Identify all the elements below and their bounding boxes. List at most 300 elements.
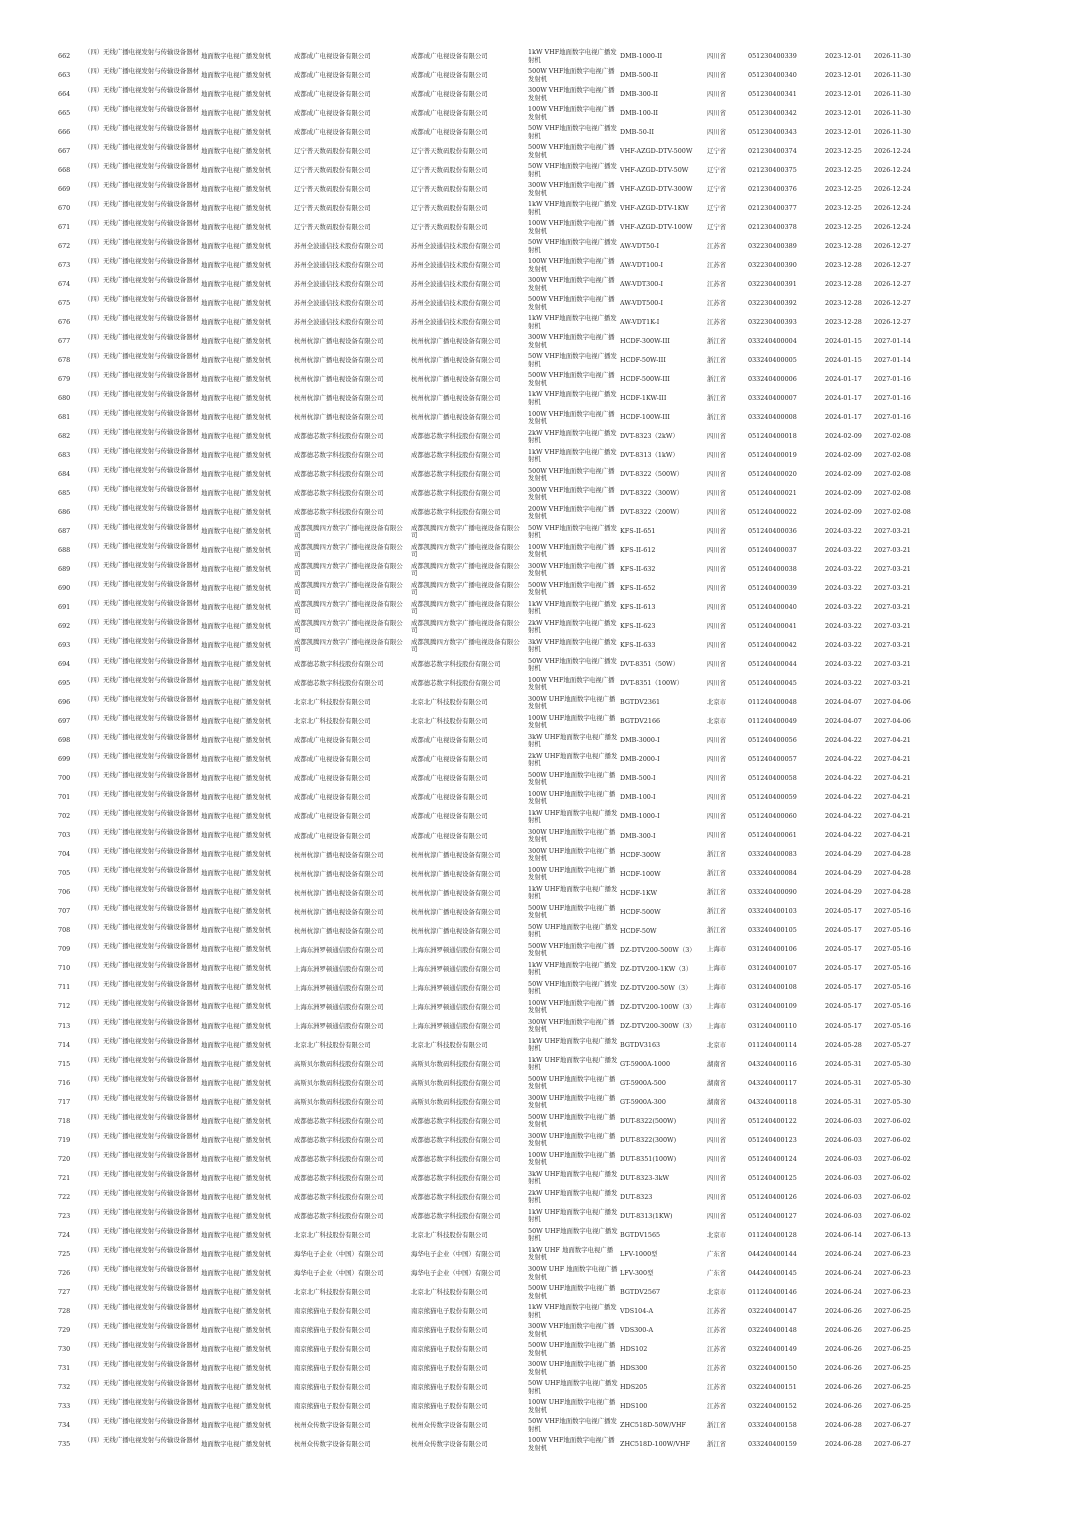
province-cell: 北京市 [707,1040,727,1049]
province-cell: 四川省 [707,660,727,669]
issue-date-cell: 2024-05-31 [825,1078,862,1087]
product-name-cell: 100W VHF地面数字电视广播发射机 [528,257,615,273]
expiry-date-cell: 2026-12-27 [874,241,911,250]
category-cell: （四）无线广播电视发射与传输设备器材 [84,352,200,361]
issue-date-cell: 2024-06-26 [825,1344,862,1353]
row-number: 687 [58,527,71,536]
row-number: 666 [58,127,71,136]
model-cell: DZ-DTV200-100W（3） [620,1002,696,1011]
certificate-number-cell: 011240400049 [748,717,797,726]
product-name-cell: 100W VHF地面数字电视广播发射机 [528,998,615,1015]
applicant-cell: 苏州全波通信技术股份有限公司 [294,261,384,270]
certificate-number-cell: 031240400107 [748,964,797,973]
row-number: 722 [58,1192,71,1201]
applicant-cell: 苏州全波通信技术股份有限公司 [294,299,384,308]
category-cell: （四）无线广播电视发射与传输设备器材 [84,656,200,665]
province-cell: 江苏省 [707,1363,727,1372]
manufacturer-cell: 成都德芯数字科技股份有限公司 [411,1192,501,1201]
province-cell: 上海市 [707,1021,727,1030]
expiry-date-cell: 2027-04-21 [874,755,911,764]
table-row [0,598,1075,617]
applicant-cell: 成都凯腾四方数字广播电视设备有限公司 [294,542,403,558]
province-cell: 四川省 [707,1211,727,1220]
issue-date-cell: 2024-05-17 [825,1021,862,1030]
manufacturer-cell: 成都成广电视设备有限公司 [411,108,488,117]
category-cell: （四）无线广播电视发射与传输设备器材 [84,371,200,380]
applicant-cell: 南京熊猫电子股份有限公司 [294,1344,371,1353]
row-number: 668 [58,165,71,174]
issue-date-cell: 2024-06-24 [825,1268,862,1277]
applicant-cell: 成都德芯数字科技股份有限公司 [294,679,384,688]
expiry-date-cell: 2027-05-16 [874,1021,911,1030]
issue-date-cell: 2024-03-22 [825,546,862,555]
applicant-cell: 杭州杭淳广播电视设备有限公司 [294,926,384,935]
table-row [0,408,1075,427]
product-name-cell: 300W VHF地面数字电视广播发射机 [528,1018,615,1034]
expiry-date-cell: 2027-04-28 [874,850,911,859]
applicant-cell: 成都成广电视设备有限公司 [294,108,371,117]
manufacturer-cell: 上海东洲罗顿通信股份有限公司 [411,964,501,973]
product-name-cell: 500W UHF地面数字电视广播发射机 [528,1113,616,1129]
manufacturer-cell: 南京熊猫电子股份有限公司 [411,1325,488,1334]
certificate-number-cell: 043240400118 [748,1097,797,1106]
table-row [0,636,1075,655]
manufacturer-cell: 成都成广电视设备有限公司 [411,793,488,802]
product-name-cell: 500W UHF地面数字电视广播发射机 [528,1075,616,1091]
certificate-number-cell: 051230400341 [748,89,797,98]
product-class-cell: 地面数字电视广播发射机 [201,831,272,840]
province-cell: 江苏省 [707,1401,727,1410]
product-class-cell: 地面数字电视广播发射机 [201,241,272,250]
certificate-number-cell: 051240400019 [748,451,797,460]
province-cell: 四川省 [707,565,727,574]
model-cell: DVT-8322（500W） [620,470,684,479]
table-row [0,256,1075,275]
category-cell: （四）无线广播电视发射与传输设备器材 [84,1017,200,1026]
category-cell: （四）无线广播电视发射与传输设备器材 [84,1360,200,1369]
issue-date-cell: 2024-05-31 [825,1097,862,1106]
model-cell: HCDF-1KW-III [620,394,667,403]
product-class-cell: 地面数字电视广播发射机 [201,679,272,688]
applicant-cell: 杭州杭淳广播电视设备有限公司 [294,356,384,365]
row-number: 715 [58,1059,71,1068]
province-cell: 四川省 [707,70,727,79]
category-cell: （四）无线广播电视发射与传输设备器材 [84,1036,200,1045]
province-cell: 四川省 [707,451,727,460]
table-row [0,1226,1075,1245]
province-cell: 浙江省 [707,336,727,345]
category-cell: （四）无线广播电视发射与传输设备器材 [84,390,200,399]
category-cell: （四）无线广播电视发射与传输设备器材 [84,1379,200,1388]
table-row [0,1169,1075,1188]
province-cell: 北京市 [707,698,727,707]
product-name-cell: 100W VHF地面数字电视广播发射机 [528,409,615,425]
certificate-number-cell: 051230400342 [748,108,797,117]
manufacturer-cell: 北京北广科技股份有限公司 [411,1040,488,1049]
applicant-cell: 南京熊猫电子股份有限公司 [294,1363,371,1372]
province-cell: 四川省 [707,603,727,612]
table-row [0,998,1075,1017]
product-name-cell: 500W VHF地面数字电视广播发射机 [528,67,615,83]
product-class-cell: 地面数字电视广播发射机 [201,584,272,593]
expiry-date-cell: 2027-04-21 [874,831,911,840]
row-number: 731 [58,1363,71,1372]
province-cell: 辽宁省 [707,146,727,155]
issue-date-cell: 2024-04-07 [825,717,862,726]
table-row [0,1131,1075,1150]
row-number: 682 [58,432,71,441]
issue-date-cell: 2024-06-03 [825,1192,862,1201]
product-class-cell: 地面数字电视广播发射机 [201,793,272,802]
expiry-date-cell: 2027-06-02 [874,1116,911,1125]
expiry-date-cell: 2027-06-25 [874,1382,911,1391]
row-number: 669 [58,184,71,193]
table-row [0,1359,1075,1378]
applicant-cell: 杭州杭淳广播电视设备有限公司 [294,394,384,403]
table-row [0,1055,1075,1074]
product-name-cell: 500W UHF地面数字电视广播发射机 [528,770,616,787]
category-cell: （四）无线广播电视发射与传输设备器材 [84,922,200,931]
manufacturer-cell: 成都德芯数字科技股份有限公司 [411,1173,501,1182]
expiry-date-cell: 2027-01-16 [874,413,911,421]
product-name-cell: 100W UHF地面数字电视广播发射机 [528,789,616,806]
province-cell: 四川省 [707,1154,727,1163]
manufacturer-cell: 成都成广电视设备有限公司 [411,831,488,840]
product-name-cell: 300W UHF地面数字电视广播发射机 [528,827,616,844]
model-cell: KFS-II-612 [620,546,656,555]
product-name-cell: 100W VHF地面数字电视广播发射机 [528,542,615,558]
issue-date-cell: 2024-06-03 [825,1135,862,1144]
expiry-date-cell: 2027-03-21 [874,584,911,593]
expiry-date-cell: 2027-04-21 [874,774,911,783]
category-cell: （四）无线广播电视发射与传输设备器材 [84,428,200,437]
product-class-cell: 地面数字电视广播发射机 [201,546,272,555]
category-cell: （四）无线广播电视发射与传输设备器材 [84,1265,200,1273]
applicant-cell: 杭州杭淳广播电视设备有限公司 [294,413,384,422]
category-cell: （四）无线广播电视发射与传输设备器材 [84,219,200,228]
table-row [0,884,1075,903]
manufacturer-cell: 成都成广电视设备有限公司 [411,89,488,98]
manufacturer-cell: 苏州全波通信技术股份有限公司 [411,299,501,308]
product-class-cell: 地面数字电视广播发射机 [201,812,272,821]
manufacturer-cell: 上海东洲罗顿通信股份有限公司 [411,945,501,954]
expiry-date-cell: 2027-05-16 [874,1002,911,1011]
table-row [0,1397,1075,1416]
manufacturer-cell: 杭州杭淳广播电视设备有限公司 [411,337,501,346]
row-number: 681 [58,413,71,421]
product-name-cell: 1kW VHF地面数字电视广播发射机 [528,314,617,330]
issue-date-cell: 2024-06-03 [825,1173,862,1182]
applicant-cell: 成都德芯数字科技股份有限公司 [294,660,384,669]
issue-date-cell: 2023-12-25 [825,146,862,155]
product-class-cell: 地面数字电视广播发射机 [201,1268,272,1277]
model-cell: HDS205 [620,1382,648,1391]
product-name-cell: 1kW VHF地面数字电视广播发射机 [528,447,617,463]
category-cell: （四）无线广播电视发射与传输设备器材 [84,1112,200,1121]
certificate-number-cell: 051240400060 [748,812,797,821]
product-class-cell: 地面数字电视广播发射机 [201,926,272,935]
issue-date-cell: 2024-05-17 [825,983,862,992]
applicant-cell: 成都成广电视设备有限公司 [294,793,371,802]
product-class-cell: 地面数字电视广播发射机 [201,184,272,193]
expiry-date-cell: 2027-06-02 [874,1211,911,1220]
model-cell: KFS-II-633 [620,641,656,650]
province-cell: 江苏省 [707,317,727,326]
table-row [0,161,1075,180]
issue-date-cell: 2023-12-28 [825,317,862,326]
applicant-cell: 成都凯腾四方数字广播电视设备有限公司 [294,523,403,539]
expiry-date-cell: 2027-04-21 [874,736,911,745]
category-cell: （四）无线广播电视发射与传输设备器材 [84,523,200,532]
applicant-cell: 南京熊猫电子股份有限公司 [294,1325,371,1334]
issue-date-cell: 2024-04-22 [825,774,862,783]
product-class-cell: 地面数字电视广播发射机 [201,508,272,517]
category-cell: （四）无线广播电视发射与传输设备器材 [84,580,200,589]
category-cell: （四）无线广播电视发射与传输设备器材 [84,409,200,418]
model-cell: KFS-II-651 [620,527,656,536]
row-number: 684 [58,470,71,479]
expiry-date-cell: 2027-03-21 [874,603,911,612]
category-cell: （四）无线广播电视发射与传输设备器材 [84,675,200,684]
province-cell: 四川省 [707,470,727,479]
issue-date-cell: 2024-06-03 [825,1154,862,1163]
product-name-cell: 1kW UHF地面数字电视广播发射机 [528,1056,618,1072]
table-row [0,827,1075,846]
product-name-cell: 1kW UHF地面数字电视广播发射机 [528,808,618,825]
category-cell: （四）无线广播电视发射与传输设备器材 [84,1303,200,1312]
table-row [0,865,1075,884]
applicant-cell: 杭州杭淳广播电视设备有限公司 [294,337,384,346]
table-row [0,675,1075,694]
province-cell: 四川省 [707,527,727,536]
product-name-cell: 2kW UHF地面数字电视广播发射机 [528,751,618,768]
row-number: 713 [58,1021,71,1030]
issue-date-cell: 2024-06-26 [825,1325,862,1334]
province-cell: 四川省 [707,546,727,555]
product-name-cell: 3kW UHF地面数字电视广播发射机 [528,1170,618,1186]
model-cell: HDS100 [620,1401,648,1410]
product-class-cell: 地面数字电视广播发射机 [201,203,272,212]
model-cell: HCDF-50W-III [620,356,666,365]
expiry-date-cell: 2027-03-21 [874,622,911,631]
manufacturer-cell: 辽宁普天数码股份有限公司 [411,184,488,193]
category-cell: （四）无线广播电视发射与传输设备器材 [84,1284,200,1293]
product-class-cell: 地面数字电视广播发射机 [201,279,272,288]
issue-date-cell: 2024-03-22 [825,603,862,612]
issue-date-cell: 2023-12-25 [825,165,862,174]
province-cell: 四川省 [707,736,727,745]
table-row [0,579,1075,598]
applicant-cell: 苏州全波通信技术股份有限公司 [294,318,384,327]
product-class-cell: 地面数字电视广播发射机 [201,1344,272,1353]
product-class-cell: 地面数字电视广播发射机 [201,451,272,460]
province-cell: 江苏省 [707,260,727,269]
expiry-date-cell: 2026-12-27 [874,317,911,326]
category-cell: （四）无线广播电视发射与传输设备器材 [84,200,200,209]
table-row [0,427,1075,446]
expiry-date-cell: 2027-06-02 [874,1154,911,1163]
expiry-date-cell: 2026-12-24 [874,165,911,174]
product-class-cell: 地面数字电视广播发射机 [201,850,272,859]
row-number: 701 [58,793,71,802]
certificate-number-cell: 033240400090 [748,888,797,897]
province-cell: 辽宁省 [707,222,727,231]
category-cell: （四）无线广播电视发射与传输设备器材 [84,941,200,950]
certificate-number-cell: 021230400374 [748,146,797,155]
product-class-cell: 地面数字电视广播发射机 [201,489,272,498]
certificate-number-cell: 032230400390 [748,260,797,269]
expiry-date-cell: 2027-06-25 [874,1344,911,1353]
province-cell: 四川省 [707,127,727,136]
province-cell: 四川省 [707,641,727,650]
product-name-cell: 100W UHF地面数字电视广播发射机 [528,1151,616,1167]
table-row [0,275,1075,294]
province-cell: 浙江省 [707,888,727,897]
category-cell: （四）无线广播电视发射与传输设备器材 [84,732,200,741]
issue-date-cell: 2024-06-26 [825,1401,862,1410]
product-class-cell: 地面数字电视广播发射机 [201,1287,272,1296]
issue-date-cell: 2024-01-15 [825,336,862,345]
issue-date-cell: 2024-06-03 [825,1116,862,1125]
product-name-cell: 2kW UHF地面数字电视广播发射机 [528,1189,618,1205]
category-cell: （四）无线广播电视发射与传输设备器材 [84,751,200,760]
province-cell: 四川省 [707,774,727,783]
row-number: 678 [58,355,71,364]
manufacturer-cell: 杭州众传数字设备有限公司 [411,1420,488,1429]
applicant-cell: 成都凯腾四方数字广播电视设备有限公司 [294,580,403,596]
row-number: 694 [58,660,71,669]
row-number: 695 [58,679,71,688]
product-class-cell: 地面数字电视广播发射机 [201,1002,272,1011]
model-cell: AW-VDT50-I [620,242,659,251]
category-cell: （四）无线广播电视发射与传输设备器材 [84,1074,200,1083]
row-number: 729 [58,1325,71,1334]
table-row [0,199,1075,218]
certificate-number-cell: 044240400144 [748,1249,797,1258]
product-class-cell: 地面数字电视广播发射机 [201,698,272,707]
table-row [0,713,1075,732]
product-class-cell: 地面数字电视广播发射机 [201,1116,272,1125]
certificate-number-cell: 051230400340 [748,70,797,79]
province-cell: 上海市 [707,945,727,954]
applicant-cell: 成都德芯数字科技股份有限公司 [294,508,384,517]
category-cell: （四）无线广播电视发射与传输设备器材 [84,143,200,152]
model-cell: DVT-8322（300W） [620,489,684,498]
province-cell: 上海市 [707,1002,727,1011]
manufacturer-cell: 上海东洲罗顿通信股份有限公司 [411,1021,501,1030]
product-name-cell: 500W UHF地面数字电视广播发射机 [528,1284,616,1300]
model-cell: GT-5900A-1000 [620,1059,671,1068]
certificate-number-cell: 033240400158 [748,1420,797,1429]
product-class-cell: 地面数字电视广播发射机 [201,317,272,326]
product-name-cell: 100W VHF地面数字电视广播发射机 [528,219,615,235]
category-cell: （四）无线广播电视发射与传输设备器材 [84,105,200,114]
table-row [0,941,1075,960]
manufacturer-cell: 北京北广科技股份有限公司 [411,717,488,726]
product-class-cell: 地面数字电视广播发射机 [201,336,272,345]
manufacturer-cell: 成都德芯数字科技股份有限公司 [411,660,501,669]
model-cell: DMB-1000-I [620,812,660,821]
category-cell: （四）无线广播电视发射与传输设备器材 [84,542,200,551]
applicant-cell: 高斯贝尔数码科技股份有限公司 [294,1059,384,1068]
row-number: 705 [58,869,71,878]
model-cell: HCDF-500W [620,907,661,916]
manufacturer-cell: 海华电子企业（中国）有限公司 [411,1249,501,1258]
product-class-cell: 地面数字电视广播发射机 [201,622,272,631]
manufacturer-cell: 杭州杭淳广播电视设备有限公司 [411,869,501,878]
province-cell: 四川省 [707,831,727,840]
table-row [0,656,1075,675]
expiry-date-cell: 2026-11-30 [874,51,911,60]
product-name-cell: 100W VHF地面数字电视广播发射机 [528,105,615,121]
province-cell: 四川省 [707,508,727,517]
issue-date-cell: 2024-04-22 [825,831,862,840]
model-cell: VHF-AZGD-DTV-50W [620,165,689,174]
model-cell: KFS-II-623 [620,622,656,631]
product-name-cell: 50W VHF地面数字电视广播发射机 [528,656,617,672]
table-row [0,922,1075,941]
expiry-date-cell: 2027-06-13 [874,1230,911,1239]
province-cell: 四川省 [707,1116,727,1125]
province-cell: 浙江省 [707,355,727,364]
row-number: 686 [58,508,71,517]
product-class-cell: 地面数字电视广播发射机 [201,527,272,536]
applicant-cell: 杭州众传数字设备有限公司 [294,1420,371,1429]
row-number: 677 [58,336,71,345]
manufacturer-cell: 辽宁普天数码股份有限公司 [411,203,488,212]
product-class-cell: 地面数字电视广播发射机 [201,146,272,155]
row-number: 673 [58,260,71,269]
issue-date-cell: 2024-06-28 [825,1439,862,1448]
category-cell: （四）无线广播电视发射与传输设备器材 [84,447,200,456]
product-name-cell: 300W UHF地面数字电视广播发射机 [528,1360,616,1376]
model-cell: VHF-AZGD-DTV-1KW [620,203,689,212]
row-number: 724 [58,1230,71,1239]
table-row [0,1036,1075,1055]
applicant-cell: 辽宁普天数码股份有限公司 [294,184,371,193]
product-class-cell: 地面数字电视广播发射机 [201,983,272,992]
issue-date-cell: 2024-03-22 [825,660,862,669]
manufacturer-cell: 海华电子企业（中国）有限公司 [411,1268,501,1277]
category-cell: （四）无线广播电视发射与传输设备器材 [84,1093,200,1102]
model-cell: HCDF-50W [620,926,657,935]
expiry-date-cell: 2027-06-27 [874,1439,911,1448]
manufacturer-cell: 成都成广电视设备有限公司 [411,70,488,79]
province-cell: 辽宁省 [707,203,727,212]
applicant-cell: 成都成广电视设备有限公司 [294,127,371,136]
expiry-date-cell: 2027-05-30 [874,1097,911,1106]
product-name-cell: 500W UHF地面数字电视广播发射机 [528,1341,616,1357]
manufacturer-cell: 成都德芯数字科技股份有限公司 [411,508,501,517]
product-name-cell: 300W VHF地面数字电视广播发射机 [528,86,615,102]
model-cell: ZHC518D-100W/VHF [620,1440,691,1448]
product-class-cell: 地面数字电视广播发射机 [201,755,272,764]
table-row [0,960,1075,979]
certificate-number-cell: 051240400058 [748,774,797,783]
certificate-number-cell: 021230400376 [748,184,797,193]
expiry-date-cell: 2027-05-27 [874,1040,911,1049]
model-cell: GT-5900A-300 [620,1097,666,1106]
row-number: 662 [58,51,71,60]
issue-date-cell: 2023-12-28 [825,241,862,250]
category-cell: （四）无线广播电视发射与传输设备器材 [84,960,200,969]
row-number: 688 [58,546,71,555]
table-row [0,370,1075,389]
certificate-number-cell: 021230400378 [748,222,797,231]
issue-date-cell: 2024-04-29 [825,869,862,878]
model-cell: DMB-2000-I [620,755,660,764]
manufacturer-cell: 成都凯腾四方数字广播电视设备有限公司 [411,561,520,577]
